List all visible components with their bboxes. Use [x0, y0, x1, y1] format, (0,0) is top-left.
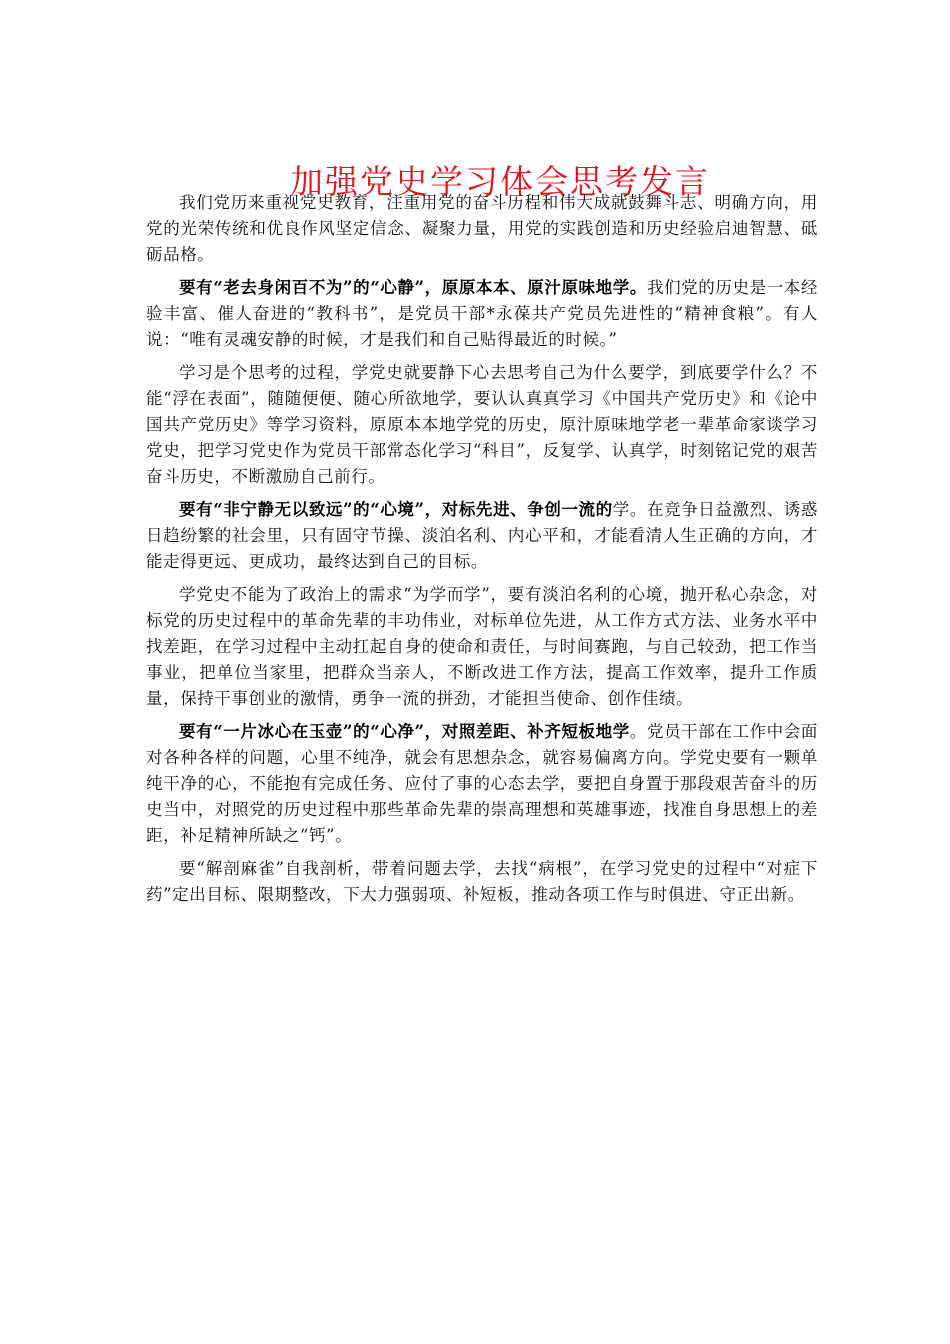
- section-3-paragraph: [146, 719, 818, 849]
- section-1-heading: 要有“老去身闲百不为”的“心静”，原原本本、原汁原味地学。: [179, 278, 647, 297]
- section-1-paragraph-2: 学习是个思考的过程，学党史就要静下心去思考自己为什么要学，到底要学什么？不能“浮在表面”，随随便便、随心所欲地学，要认认真真学习《中国共产党历史》和《论中国共产党历史》等学习资料，原原本本地学党的历史，原汁原味地学老一辈革命家谈学习党史，把学习党史作为党员干部常态化学习“科目”，反复学、认真学，时刻铭记党的艰苦奋斗历史，不断激励自己前行。: [146, 363, 818, 486]
- section-1-text: 我们党的历史是一本经验丰富、催人奋进的“教科书”，是党员干部*永葆共产党员先进性的“精神食粮”。有人说：“唯有灵魂安静的时候，才是我们和自己贴得最近的时候。”: [146, 278, 818, 349]
- section-3-text: 。党员干部在工作中会面对各种各样的问题，心里不纯净，就会有思想杂念，就容易偏离方向。学党史要有一颗单纯干净的心，不能抱有完成任务、应付了事的心态去学，要把自身置于那段艰苦奋斗的历史当中，对照党的历史过程中那些革命先辈的崇高理想和英雄事迹，找准自身思想上的差距，补足精神所缺之“钙”。: [146, 722, 818, 845]
- intro-paragraph: 我们党历来重视党史教育，注重用党的奋斗历程和伟大成就鼓舞斗志、明确方向，用党的光荣传统和优良作风坚定信念、凝聚力量，用党的实践创造和历史经验启迪智慧、砥砺品格。: [146, 193, 818, 264]
- document-title: 加强党史学习体会思考发言: [290, 162, 710, 202]
- section-2-paragraph-2: 学党史不能为了政治上的需求“为学而学”，要有淡泊名利的心境，抛开私心杂念，对标党的历史过程中的革命先辈的丰功伟业，对标单位先进，从工作方式方法、业务水平中找差距，在学习过程中主动扛起自身的使命和责任，与时间赛跑，与自己较劲，把工作当事业，把单位当家里，把群众当亲人，不断改进工作方法，提高工作效率，提升工作质量，保持干事创业的激情，勇争一流的拼劲，才能担当使命、创作佳绩。: [146, 585, 818, 708]
- section-2-paragraph: [146, 497, 818, 575]
- section-1-paragraph: [146, 275, 818, 353]
- document-body: [146, 190, 818, 915]
- section-3-heading: 要有“一片冰心在玉壶”的“心净”，对照差距、补齐短板地学: [179, 722, 630, 741]
- section-3-paragraph-2: 要“解剖麻雀”自我剖析，带着问题去学，去找“病根”，在学习党史的过程中“对症下药”定出目标、限期整改，下大力强弱项、补短板，推动各项工作与时俱进、守正出新。: [146, 859, 818, 904]
- section-2-heading: 要有“非宁静无以致远”的“心境”，对标先进、争创一流的: [179, 500, 613, 519]
- section-2-text: 学。在竞争日益激烈、诱惑日趋纷繁的社会里，只有固守节操、淡泊名利、内心平和，才能看清人生正确的方向，才能走得更远、更成功，最终达到自己的目标。: [146, 500, 819, 571]
